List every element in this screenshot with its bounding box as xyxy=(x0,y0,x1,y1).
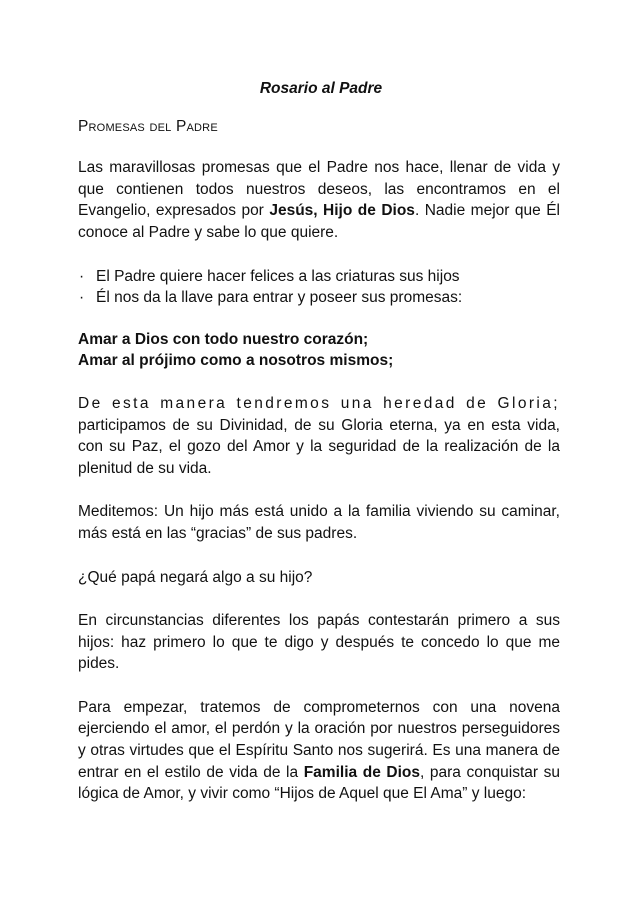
paragraph-text: . Nadie mejor que Él conoce al Padre y sabe lo que quiere. xyxy=(78,202,560,241)
paragraph-text: Para empezar, tratemos de comprometernos con una novena ejerciendo el amor, el perdón y la oración por nuestros perseguidores y otras virtudes que el Espíritu Santo nos sugerirá. Es una manera de entrar en el estilo de vida de la xyxy=(78,698,560,781)
commandment-line: Amar a Dios con todo nuestro corazón; xyxy=(78,330,369,348)
bullet-list xyxy=(78,266,560,309)
document-title: Rosario al Padre xyxy=(259,80,383,97)
spaced-phrase: De esta manera tendremos una heredad de Gloria; xyxy=(78,394,560,412)
bold-phrase: Jesús, Hijo de Dios xyxy=(269,202,415,220)
list-item-text: El Padre quiere hacer felices a las criaturas sus hijos xyxy=(96,267,460,285)
paragraph-text: Las maravillosas promesas que el Padre nos hace, llenar de vida y que contienen todos nuestros deseos, las encontramos en el Evangelio, expresados por xyxy=(78,159,560,220)
list-item xyxy=(78,266,560,288)
paragraph-text: , para conquistar su lógica de Amor, y vivir como “Hijos de Aquel que El Ama” y luego: xyxy=(78,763,560,803)
paragraph-text: participamos de su Divinidad, de su Gloria eterna, ya en esta vida, con su Paz, el gozo del Amor y la seguridad de la realización de la plenitud de su vida. xyxy=(78,416,560,477)
paragraph-novena xyxy=(78,697,560,805)
bullet-marker: · xyxy=(79,267,85,285)
paragraph-meditemos: Meditemos: Un hijo más está unido a la familia viviendo su caminar, más está en las “gracias” de sus padres. xyxy=(78,503,560,542)
paragraph-circunstancias: En circunstancias diferentes los papás contestarán primero a sus hijos: haz primero lo que te digo y después te concedo lo que me pides. xyxy=(78,612,560,673)
list-item-text: Él nos da la llave para entrar y poseer sus promesas: xyxy=(96,289,463,307)
paragraph-heredad xyxy=(78,393,560,479)
commandment-line: Amar al prójimo como a nosotros mismos; xyxy=(78,352,394,370)
paragraph-promises xyxy=(78,157,560,243)
paragraph-question: ¿Qué papá negará algo a su hijo? xyxy=(78,568,313,586)
list-item xyxy=(78,287,560,309)
bold-phrase: Familia de Dios xyxy=(303,763,420,781)
bullet-marker: · xyxy=(79,289,85,307)
commandments-block xyxy=(78,329,560,372)
section-heading: Promesas del Padre xyxy=(78,117,218,135)
document-page xyxy=(78,78,560,827)
